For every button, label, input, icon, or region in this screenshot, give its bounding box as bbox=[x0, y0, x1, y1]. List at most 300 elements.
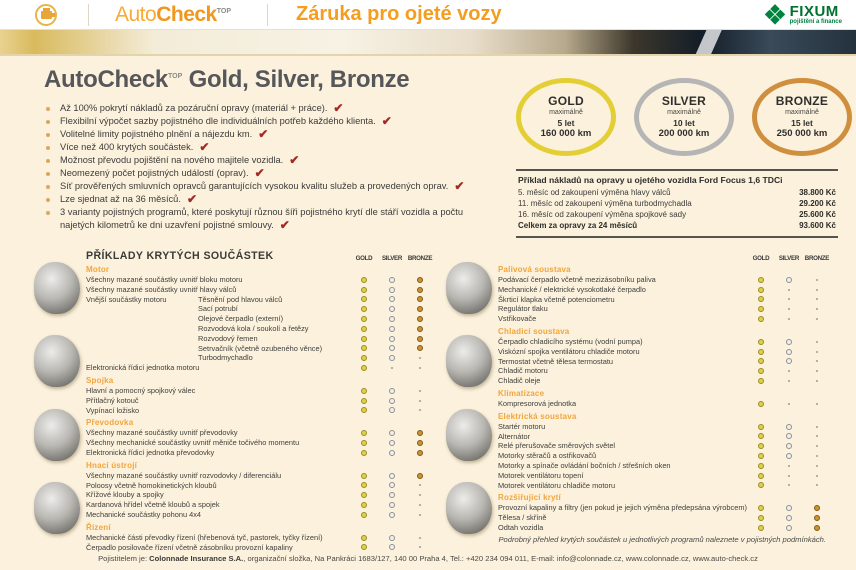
repair-label: 16. měsíc od zakoupení výměna spojkové sady bbox=[518, 210, 687, 219]
gold-dot-icon bbox=[758, 339, 764, 345]
section-heading: Motor bbox=[86, 265, 110, 274]
gold-dot-icon bbox=[758, 378, 764, 384]
brand-check: Check bbox=[156, 2, 217, 26]
component-row bbox=[86, 386, 434, 396]
not-covered-dash: - bbox=[787, 284, 791, 294]
coverage-dots bbox=[350, 345, 434, 351]
repair-label: 5. měsíc od zakoupení výměna hlavy válců bbox=[518, 188, 671, 197]
tier-label-bronze: BRONZE bbox=[407, 255, 433, 262]
section-heading: Klimatizace bbox=[498, 388, 545, 398]
not-covered-dash: - bbox=[418, 395, 422, 405]
component-label: Elektronická řídicí jednotka motoru bbox=[86, 363, 200, 373]
coverage-dots bbox=[747, 306, 831, 312]
coverage-dots bbox=[350, 355, 434, 361]
not-covered-dash: - bbox=[787, 470, 791, 480]
benefits-list bbox=[44, 102, 490, 232]
coverage-cell bbox=[378, 365, 406, 371]
not-covered-dash: - bbox=[815, 294, 819, 304]
coverage-cell bbox=[775, 470, 803, 480]
gold-dot-icon bbox=[361, 287, 367, 293]
not-covered-dash: - bbox=[815, 480, 819, 490]
benefit-item bbox=[44, 193, 490, 206]
gold-dot-icon bbox=[758, 505, 764, 511]
not-covered-dash: - bbox=[815, 314, 819, 324]
coverage-cell bbox=[378, 482, 406, 488]
tier-label-gold: GOLD bbox=[355, 255, 373, 262]
section-heading: Spojka bbox=[86, 375, 114, 385]
gold-dot-icon bbox=[361, 450, 367, 456]
checkmark-icon: ✔ bbox=[279, 218, 290, 232]
coverage-cell bbox=[378, 450, 406, 456]
page-title: AutoCheck$^{TOP}$ Gold, Silver, Bronze bbox=[44, 66, 410, 93]
silver-dot-icon bbox=[389, 296, 395, 302]
coverage-cell bbox=[775, 296, 803, 302]
component-row bbox=[498, 285, 831, 295]
not-covered-dash: - bbox=[815, 346, 819, 356]
component-row bbox=[498, 399, 831, 409]
section-heading: Chladicí soustava bbox=[498, 326, 570, 336]
components-heading: PŘÍKLADY KRYTÝCH SOUČÁSTEK bbox=[86, 250, 274, 262]
component-row bbox=[498, 376, 831, 386]
coverage-cell bbox=[406, 345, 434, 351]
coverage-dots bbox=[350, 473, 434, 479]
medal-bronze bbox=[752, 78, 852, 156]
coverage-cell bbox=[747, 443, 775, 449]
gold-dot-icon bbox=[758, 316, 764, 322]
coverage-cell bbox=[378, 440, 406, 446]
coverage-cell bbox=[747, 505, 775, 511]
medal-years: 5 let bbox=[557, 117, 575, 128]
coverage-cell bbox=[406, 385, 434, 395]
coverage-cell bbox=[350, 365, 378, 371]
medal-max-label: maximálně bbox=[667, 108, 701, 116]
component-row bbox=[498, 357, 831, 367]
gold-dot-icon bbox=[758, 349, 764, 355]
component-row bbox=[498, 366, 831, 376]
silver-dot-icon bbox=[786, 525, 792, 531]
component-row bbox=[86, 285, 434, 295]
not-covered-dash: - bbox=[815, 336, 819, 346]
tier-column-labels bbox=[350, 255, 434, 262]
not-covered-dash: - bbox=[815, 376, 819, 386]
coverage-dots bbox=[350, 544, 434, 550]
gold-dot-icon bbox=[758, 401, 764, 407]
gold-dot-icon bbox=[361, 388, 367, 394]
coverage-dots bbox=[747, 368, 831, 374]
coverage-dots bbox=[350, 277, 434, 283]
bronze-dot-icon bbox=[417, 450, 423, 456]
component-row bbox=[498, 441, 831, 451]
component-label: Mechanické součástky pohonu 4x4 bbox=[86, 509, 202, 519]
not-covered-dash: - bbox=[815, 431, 819, 441]
component-label: Všechny mazané součástky uvnitř převodovky bbox=[86, 428, 238, 438]
coverage-dots bbox=[350, 296, 434, 302]
coverage-cell bbox=[803, 525, 831, 531]
engine-icon bbox=[35, 4, 57, 26]
component-row bbox=[86, 490, 434, 500]
not-covered-dash: - bbox=[787, 304, 791, 314]
coverage-dots bbox=[350, 430, 434, 436]
gold-dot-icon bbox=[758, 368, 764, 374]
coverage-dots bbox=[350, 385, 434, 395]
coverage-cell bbox=[350, 492, 378, 498]
coverage-cell bbox=[350, 277, 378, 283]
coverage-cell bbox=[775, 284, 803, 294]
coverage-cell bbox=[803, 505, 831, 511]
coverage-cell bbox=[803, 443, 831, 449]
coverage-cell bbox=[378, 336, 406, 342]
coverage-dots bbox=[350, 482, 434, 488]
coverage-cell bbox=[803, 316, 831, 322]
component-main-label bbox=[86, 344, 198, 354]
coverage-cell bbox=[775, 460, 803, 470]
coverage-dots bbox=[747, 453, 831, 459]
coverage-cell bbox=[406, 532, 434, 542]
not-covered-dash: - bbox=[787, 366, 791, 376]
coverage-cell bbox=[775, 525, 803, 531]
section-heading: Rozšiřující krytí bbox=[498, 493, 561, 503]
component-label: Všechny mazané součástky uvnitř hlavy válců bbox=[86, 284, 237, 294]
not-covered-dash: - bbox=[418, 480, 422, 490]
gold-dot-icon bbox=[758, 515, 764, 521]
silver-dot-icon bbox=[389, 535, 395, 541]
medal-max-label: maximálně bbox=[549, 108, 583, 116]
silver-dot-icon bbox=[389, 512, 395, 518]
coverage-cell bbox=[378, 473, 406, 479]
component-row bbox=[86, 471, 434, 481]
not-covered-dash: - bbox=[787, 460, 791, 470]
coverage-dots bbox=[747, 284, 831, 294]
coverage-cell bbox=[378, 287, 406, 293]
component-row bbox=[86, 428, 434, 438]
component-row bbox=[498, 461, 831, 471]
right-photo-gutter bbox=[440, 248, 498, 552]
bronze-dot-icon bbox=[417, 306, 423, 312]
coverage-cell bbox=[406, 450, 434, 456]
header-divider bbox=[267, 4, 268, 26]
repair-value: 38.800 Kč bbox=[799, 188, 836, 197]
not-covered-dash: - bbox=[815, 470, 819, 480]
coverage-cell bbox=[775, 482, 803, 488]
component-label bbox=[86, 314, 350, 324]
coverage-cell bbox=[775, 358, 803, 364]
component-row bbox=[86, 324, 434, 334]
checkmark-icon: ✔ bbox=[289, 153, 300, 167]
component-label bbox=[86, 304, 350, 314]
component-label: Motorek ventilátoru topení bbox=[498, 470, 584, 480]
gold-dot-icon bbox=[758, 424, 764, 430]
section-heading: Palivová soustava bbox=[498, 265, 571, 274]
coverage-cell bbox=[747, 287, 775, 293]
coverage-cell bbox=[350, 535, 378, 541]
footer-insurer-line: Pojistitelem je: Colonnade Insurance S.A., organizační složka, Na Pankráci 1683/127, 140 00 Praha 4, Tel.: +420 234 094 011, E-mail: info@colonnade.cz, www.colonnade.cz, www.auto-check.cz bbox=[98, 554, 758, 563]
component-label: Mechanické / elektrické vysokotlaké čerpadlo bbox=[498, 284, 646, 294]
coverage-cell bbox=[803, 482, 831, 488]
fixum-diamond-icon bbox=[764, 4, 786, 26]
coverage-cell bbox=[775, 316, 803, 322]
coverage-cell bbox=[350, 316, 378, 322]
coverage-cell bbox=[406, 316, 434, 322]
gold-dot-icon bbox=[758, 443, 764, 449]
not-covered-dash: - bbox=[815, 284, 819, 294]
coverage-cell bbox=[406, 296, 434, 302]
coverage-dots bbox=[747, 443, 831, 449]
coverage-cell bbox=[803, 306, 831, 312]
coverage-cell bbox=[350, 398, 378, 404]
gold-dot-icon bbox=[758, 306, 764, 312]
not-covered-dash: - bbox=[418, 532, 422, 542]
coverage-dots bbox=[747, 336, 831, 346]
medal-name: SILVER bbox=[661, 93, 707, 108]
component-sub-label: Sací potrubí bbox=[198, 304, 238, 314]
coverage-dots bbox=[747, 460, 831, 470]
coverage-cell bbox=[747, 453, 775, 459]
benefit-item bbox=[44, 102, 490, 115]
coverage-dots bbox=[747, 433, 831, 439]
coverage-cell bbox=[350, 512, 378, 518]
coverage-cell bbox=[378, 388, 406, 394]
coverage-cell bbox=[378, 544, 406, 550]
coverage-cell bbox=[378, 535, 406, 541]
component-row bbox=[498, 347, 831, 357]
coverage-cell bbox=[803, 515, 831, 521]
component-row bbox=[498, 432, 831, 442]
repair-cost-row bbox=[518, 198, 836, 209]
component-label: Odtah vozidla bbox=[498, 522, 544, 532]
silver-dot-icon bbox=[786, 358, 792, 364]
coverage-dots bbox=[350, 492, 434, 498]
coverage-dots bbox=[350, 532, 434, 542]
gold-dot-icon bbox=[361, 336, 367, 342]
not-covered-dash: - bbox=[787, 294, 791, 304]
coverage-cell bbox=[775, 515, 803, 521]
not-covered-dash: - bbox=[787, 314, 791, 324]
coverage-cell bbox=[406, 395, 434, 405]
coverage-dots bbox=[747, 316, 831, 322]
component-label: Chladič oleje bbox=[498, 376, 541, 386]
silver-dot-icon bbox=[389, 398, 395, 404]
not-covered-dash: - bbox=[418, 353, 422, 363]
fixum-name: FIXUM bbox=[789, 3, 839, 20]
component-label: Všechny mechanické součástky uvnitř měniče točivého momentu bbox=[86, 438, 300, 448]
coverage-cell bbox=[378, 398, 406, 404]
silver-dot-icon bbox=[786, 433, 792, 439]
coverage-dots bbox=[747, 470, 831, 480]
not-covered-dash: - bbox=[815, 398, 819, 408]
silver-dot-icon bbox=[389, 355, 395, 361]
gold-dot-icon bbox=[361, 544, 367, 550]
coverage-cell bbox=[775, 349, 803, 355]
coverage-cell bbox=[350, 407, 378, 413]
benefit-text: 3 varianty pojistných programů, které poskytují různou šíři pojistného krytí dle stáří vozidla a počtu najetých kilometrů ke dni uzavření pojistné smlouvy. bbox=[60, 207, 464, 230]
coverage-dots bbox=[747, 358, 831, 364]
not-covered-dash: - bbox=[418, 363, 422, 373]
coverage-cell bbox=[747, 306, 775, 312]
coverage-cell bbox=[406, 277, 434, 283]
benefit-item bbox=[44, 180, 490, 193]
coverage-cell bbox=[747, 277, 775, 283]
coverage-cell bbox=[803, 460, 831, 470]
component-label bbox=[86, 344, 350, 354]
component-label: Relé přerušovače směrových světel bbox=[498, 441, 616, 451]
gold-dot-icon bbox=[758, 433, 764, 439]
insurer-name: Colonnade Insurance S.A. bbox=[149, 554, 244, 563]
component-label: Provozní kapaliny a filtry (jen pokud je jejich výměna předepsána výrobcem) bbox=[498, 503, 747, 513]
component-label: Startér motoru bbox=[498, 421, 546, 431]
silver-dot-icon bbox=[786, 443, 792, 449]
starter-motor-photo bbox=[446, 409, 492, 461]
component-row bbox=[86, 275, 434, 285]
coverage-cell bbox=[803, 296, 831, 302]
silver-dot-icon bbox=[389, 473, 395, 479]
component-label bbox=[86, 295, 350, 305]
coverage-dots bbox=[350, 326, 434, 332]
coverage-cell bbox=[350, 296, 378, 302]
silver-dot-icon bbox=[389, 440, 395, 446]
coverage-cell bbox=[775, 453, 803, 459]
component-row bbox=[86, 363, 434, 373]
coverage-cell bbox=[747, 349, 775, 355]
benefit-text: Flexibilní výpočet sazby pojistného dle individuálních potřeb každého klienta. bbox=[60, 116, 376, 126]
bronze-dot-icon bbox=[417, 473, 423, 479]
component-label: Viskózní spojka ventilátoru chladiče motoru bbox=[498, 346, 640, 356]
repair-value: 29.200 Kč bbox=[799, 199, 836, 208]
component-label: Poloosy včetně homokinetických kloubů bbox=[86, 480, 217, 490]
bronze-dot-icon bbox=[417, 345, 423, 351]
brand-sup: TOP bbox=[216, 7, 231, 15]
component-row bbox=[498, 513, 831, 523]
coverage-cell bbox=[378, 430, 406, 436]
clutch-photo bbox=[34, 335, 80, 387]
component-label: Škrticí klapka včetně potenciometru bbox=[498, 294, 615, 304]
bronze-dot-icon bbox=[417, 440, 423, 446]
gold-dot-icon bbox=[361, 398, 367, 404]
repair-cost-example-box bbox=[516, 169, 838, 238]
not-covered-dash: - bbox=[418, 542, 422, 552]
coverage-dots bbox=[350, 395, 434, 405]
coverage-cell bbox=[350, 336, 378, 342]
component-row bbox=[86, 334, 434, 344]
coverage-cell bbox=[406, 544, 434, 550]
coverage-cell bbox=[747, 296, 775, 302]
coverage-cell bbox=[775, 306, 803, 312]
coverage-cell bbox=[378, 407, 406, 413]
not-covered-dash: - bbox=[815, 441, 819, 451]
component-main-label bbox=[86, 334, 198, 344]
gold-dot-icon bbox=[361, 492, 367, 498]
medal-max-label: maximálně bbox=[785, 108, 819, 116]
coverage-dots bbox=[350, 450, 434, 456]
component-row bbox=[86, 500, 434, 510]
bronze-dot-icon bbox=[417, 277, 423, 283]
coverage-cell bbox=[406, 509, 434, 519]
component-sub-label: Setrvačník (včetně ozubeného věnce) bbox=[198, 343, 323, 353]
component-label bbox=[86, 334, 350, 344]
not-covered-dash: - bbox=[815, 451, 819, 461]
coverage-cell bbox=[747, 473, 775, 479]
coverage-cell bbox=[378, 512, 406, 518]
gold-dot-icon bbox=[361, 277, 367, 283]
medals-row bbox=[516, 78, 852, 156]
not-covered-dash: - bbox=[815, 356, 819, 366]
coverage-cell bbox=[803, 433, 831, 439]
benefit-text: Lze sjednat až na 36 měsíců. bbox=[60, 194, 181, 204]
coverage-cell bbox=[378, 326, 406, 332]
coverage-cell bbox=[747, 463, 775, 469]
silver-dot-icon bbox=[389, 316, 395, 322]
brake-disc-photo bbox=[446, 482, 492, 534]
coverage-cell bbox=[747, 401, 775, 407]
coverage-cell bbox=[350, 345, 378, 351]
medal-km: 160 000 km bbox=[540, 128, 592, 140]
tier-label-bronze: BRONZE bbox=[804, 255, 830, 262]
coverage-cell bbox=[350, 355, 378, 361]
repair-value: 25.600 Kč bbox=[799, 210, 836, 219]
coverage-cell bbox=[775, 505, 803, 511]
coverage-dots bbox=[350, 502, 434, 508]
component-label: Mechanické části převodky řízení (hřebenová tyč, pastorek, tyčky řízení) bbox=[86, 532, 323, 542]
coverage-cell bbox=[747, 358, 775, 364]
gold-dot-icon bbox=[361, 512, 367, 518]
gold-dot-icon bbox=[758, 287, 764, 293]
silver-dot-icon bbox=[786, 339, 792, 345]
component-row bbox=[498, 337, 831, 347]
bronze-dot-icon bbox=[814, 525, 820, 531]
example-title: Příklad nákladů na opravy u ojetého vozidla Ford Focus 1,6 TDCi bbox=[518, 175, 783, 185]
content bbox=[0, 56, 856, 552]
silver-dot-icon bbox=[786, 424, 792, 430]
gold-dot-icon bbox=[758, 463, 764, 469]
coverage-cell bbox=[803, 358, 831, 364]
coverage-cell bbox=[406, 482, 434, 488]
component-row bbox=[86, 314, 434, 324]
medal-silver bbox=[634, 78, 734, 156]
coverage-cell bbox=[378, 296, 406, 302]
benefit-text: Možnost převodu pojištění na nového majitele vozidla. bbox=[60, 155, 284, 165]
gold-dot-icon bbox=[758, 277, 764, 283]
component-row bbox=[86, 438, 434, 448]
coverage-cell bbox=[803, 336, 831, 346]
not-covered-dash: - bbox=[418, 385, 422, 395]
coverage-dots bbox=[747, 421, 831, 431]
coverage-dots bbox=[350, 440, 434, 446]
gold-dot-icon bbox=[758, 473, 764, 479]
component-label: Elektronická řídicí jednotka převodovky bbox=[86, 447, 215, 457]
coverage-cell bbox=[803, 398, 831, 408]
coverage-dots bbox=[747, 505, 831, 511]
coverage-dots bbox=[747, 378, 831, 384]
gold-dot-icon bbox=[758, 525, 764, 531]
component-sub-label: Turbodmychadlo bbox=[198, 353, 253, 363]
silver-dot-icon bbox=[389, 450, 395, 456]
component-label: Tělesa / skříně bbox=[498, 513, 547, 523]
coverage-cell bbox=[747, 316, 775, 322]
component-sub-label: Olejové čerpadlo (externí) bbox=[198, 314, 284, 324]
component-label: Kardanová hřídel včetně kloubů a spojek bbox=[86, 500, 220, 510]
silver-dot-icon bbox=[786, 515, 792, 521]
coverage-cell bbox=[747, 378, 775, 384]
component-label: Chladič motoru bbox=[498, 366, 548, 376]
coverage-dots bbox=[350, 407, 434, 413]
components-right-column bbox=[434, 248, 831, 552]
component-row bbox=[86, 396, 434, 406]
medal-years: 15 let bbox=[791, 117, 813, 128]
coverage-dots bbox=[350, 509, 434, 519]
not-covered-dash: - bbox=[418, 509, 422, 519]
component-label: Všechny mazané součástky uvnitř bloku motoru bbox=[86, 275, 243, 284]
coverage-dots bbox=[747, 296, 831, 302]
coverage-dots bbox=[350, 306, 434, 312]
